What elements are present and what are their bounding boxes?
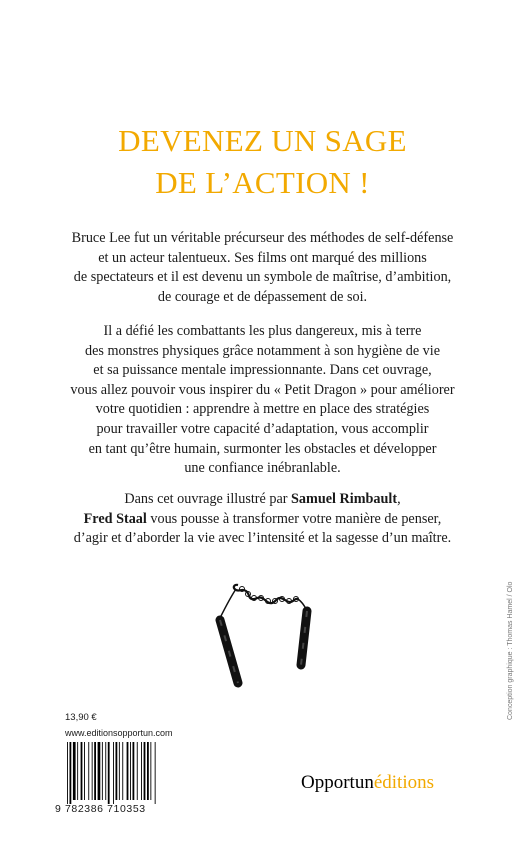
author-name: Fred Staal [83,510,147,527]
barcode-bar [88,742,89,800]
barcode-bar [67,742,68,804]
barcode-bar [113,742,114,804]
barcode-bar [102,742,103,800]
text-line [40,510,485,530]
barcode-bar [81,742,83,800]
barcode-bar [92,742,93,800]
text-line: en tant qu’être humain, surmonter les obstacles et développer [88,440,437,457]
back-cover-title [0,120,525,204]
text-fragment: Dans cet ouvrage illustré par [124,491,292,507]
graphic-design-credit: Conception graphique : Thomas Hamel / Olo [507,581,514,720]
text-line: Il a défié les combattants les plus dangereux, mis à terre [103,323,422,339]
text-fragment: , [397,491,401,507]
text-line: de spectateurs et il est devenu un symbole de maîtrise, d’ambition, [73,269,452,286]
text-line: et un acteur talentueux. Ses films ont marqué des millions [98,249,427,266]
barcode-bar [98,742,101,800]
text-fragment: vous pousse à transformer votre manière de penser, [146,510,442,527]
barcode-bar [77,742,78,800]
text-line: d’agir et d’aborder la vie avec l’intensité et la sagesse d’un maître. [73,530,452,547]
barcode-bar [150,742,151,800]
isbn-barcode [65,742,171,812]
text-line: Bruce Lee fut un véritable précurseur des méthodes de self-défense [71,230,454,246]
text-line: des monstres physiques grâce notamment à son hygiène de vie [85,342,440,359]
text-line: de courage et de dépassement de soi. [157,288,368,305]
text-line: vous allez pouvoir vous inspirer du « Petit Dragon » pour améliorer [70,381,455,398]
barcode-bar [73,742,76,800]
barcode-bar [94,742,96,800]
isbn-number: 9 782386 710353 [55,803,146,815]
barcode-bar [116,742,118,800]
barcode-bar [122,742,123,800]
barcode-bar [70,742,72,804]
barcode-bar [127,742,129,800]
barcode-bar [133,742,135,800]
text-line: votre quotidien : apprendre à mettre en place des stratégies [95,401,430,418]
barcode-bar [155,742,156,804]
text-line [40,490,485,510]
publisher-logo-suffix: éditions [373,772,434,793]
barcode-bar [108,742,110,804]
barcode-bar [119,742,120,800]
illustrator-name: Samuel Rimbault [291,491,398,507]
publisher-logo-brand: Opportun [301,772,374,793]
price: 13,90 € [65,712,97,723]
nunchaku-illustration [190,580,340,690]
text-line: pour travailler votre capacité d’adaptation, vous accomplir [96,420,429,437]
blurb-paragraph-3 [40,490,485,549]
publisher-website: www.editionsopportun.com [65,728,173,738]
blurb-paragraph-1 [40,229,485,307]
title-line: DE L’ACTION ! [155,165,370,200]
barcode-bar [141,742,142,800]
barcode-bar [105,742,106,800]
barcode-bar [130,742,131,800]
publisher-logo [301,772,434,794]
blurb-paragraph-2 [40,322,485,479]
barcode-bar [147,742,149,800]
barcode-bar [137,742,138,800]
barcode-bar [144,742,146,800]
title-line: DEVENEZ UN SAGE [118,123,407,158]
barcode-bar [84,742,85,800]
text-line: une confiance inébranlable. [184,460,341,477]
text-line: et sa puissance mentale impressionnante. Dans cet ouvrage, [93,362,432,379]
